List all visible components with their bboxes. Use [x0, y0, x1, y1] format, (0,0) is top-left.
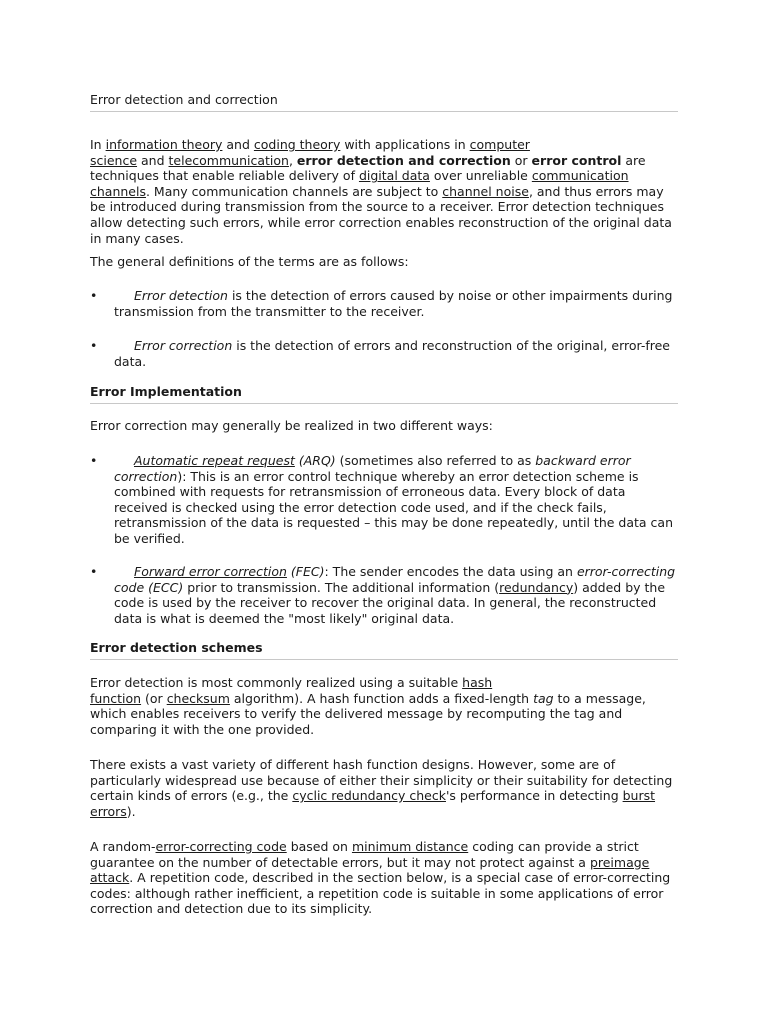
text: prior to transmission. The additional information ( [183, 579, 500, 595]
text: coding can provide a strict guarantee on the number of detectable errors, but it may not protect against a [90, 839, 639, 870]
text: based on [286, 839, 352, 854]
text: In [90, 137, 106, 152]
link-information-theory[interactable]: information theory [105, 137, 223, 152]
link-telecommunication[interactable]: telecommunication [168, 152, 289, 168]
link-communication-channels[interactable]: communication [531, 168, 629, 184]
link-error-correcting-code[interactable]: error-correcting code [155, 839, 287, 854]
list-item [90, 338, 680, 369]
implementation-intro: Error correction may generally be realized in two different ways: [90, 418, 493, 433]
link-checksum[interactable]: checksum [166, 690, 230, 706]
link-forward-error-correction[interactable]: Forward error correction [134, 564, 287, 579]
text: or [510, 152, 532, 168]
text: ). [126, 803, 136, 819]
term: Error detection [134, 288, 228, 303]
abbr: (FEC) [286, 564, 325, 579]
text: algorithm). A hash function adds a fixed-length [229, 690, 534, 706]
intro-paragraph [90, 137, 680, 246]
link-channel-noise[interactable]: channel noise [442, 183, 529, 199]
text: , [288, 152, 297, 168]
schemes-paragraph-1 [90, 675, 680, 737]
link-redundancy[interactable]: redundancy [499, 579, 574, 595]
bold-term: error detection and correction [296, 152, 511, 168]
schemes-paragraph-2 [90, 757, 680, 819]
text: , and thus errors may be introduced during transmission from the source to a receiver. Error detection techniques allow detecting such errors, while error correction enables reconstruction of the original data in many cases. [90, 183, 672, 246]
text: (or [141, 690, 167, 706]
text: There exists a vast variety of different hash function designs. However, some are of particularly widespread use because of either their simplicity or their suitability for detecting certain kinds of errors (e.g., the [90, 757, 673, 804]
link-minimum-distance[interactable]: minimum distance [351, 839, 469, 854]
link-burst-errors-2[interactable]: errors [90, 803, 127, 819]
text: ): This is an error control technique whereby an error detection scheme is combined with requests for retransmission of erroneous data. Every block of data received is checked using the error detection code used, and if the check fails, retransmission of the data is requested – this may be done repeatedly, until the data can be verified. [114, 468, 673, 546]
link-coding-theory[interactable]: coding theory [253, 137, 341, 152]
link-preimage-attack[interactable]: preimage [589, 854, 650, 870]
text: (sometimes also referred to as [335, 453, 536, 468]
text: and [137, 152, 169, 168]
text: 's performance in detecting [445, 788, 623, 804]
text: ) added by the code is used by the receiver to recover the original data. In general, the reconstructed data is what is deemed the "most likely" original data. [114, 579, 666, 626]
text: over unreliable [429, 168, 532, 184]
bullet-icon: • [90, 338, 98, 353]
link-hash-function-2[interactable]: function [90, 690, 142, 706]
definition-text: is the detection of errors caused by noise or other impairments during transmission from the transmitter to the receiver. [114, 288, 673, 319]
link-automatic-repeat-request[interactable]: Automatic repeat request [134, 453, 295, 468]
text: A random- [90, 839, 156, 854]
link-hash-function[interactable]: hash [462, 675, 493, 690]
list-item [90, 453, 680, 547]
text: with applications in [340, 137, 470, 152]
text: : The sender encodes the data using an [324, 564, 577, 579]
list-item [90, 564, 680, 626]
bold-term: error control [531, 152, 622, 168]
term: tag [533, 690, 554, 706]
text: to a message, which enables receivers to verify the delivered message by recomputing the tag and comparing it with the one provided. [90, 690, 646, 737]
link-computer-science[interactable]: computer [469, 137, 530, 152]
definitions-intro: The general definitions of the terms are as follows: [90, 254, 409, 269]
definition-text: is the detection of errors and reconstruction of the original, error-free data. [114, 338, 670, 369]
text: are techniques that enable reliable delivery of [90, 152, 646, 184]
text: and [222, 137, 254, 152]
text: Error detection is most commonly realized using a suitable [90, 675, 463, 690]
section-heading-schemes: Error detection schemes [90, 640, 678, 660]
term: Error correction [134, 338, 233, 353]
abbr: (ARQ) [294, 453, 336, 468]
link-cyclic-redundancy-check[interactable]: cyclic redundancy check [292, 788, 446, 804]
text: . A repetition code, described in the section below, is a special case of error-correcting codes: although rather inefficient, a repetition code is suitable in some applications of error correction and detection due to its simplicity. [90, 870, 671, 917]
list-item [90, 288, 680, 319]
text: . Many communication channels are subject to [145, 183, 443, 199]
bullet-icon: • [90, 453, 98, 468]
section-heading-implementation: Error Implementation [90, 384, 678, 404]
alt-term: backward error correction [114, 453, 631, 484]
bullet-icon: • [90, 564, 98, 579]
link-burst-errors[interactable]: burst [622, 788, 656, 804]
link-digital-data[interactable]: digital data [358, 168, 430, 184]
link-communication-channels-2[interactable]: channels [90, 183, 146, 199]
bullet-icon: • [90, 288, 98, 303]
term: error-correcting code (ECC) [114, 564, 676, 595]
schemes-paragraph-3 [90, 839, 680, 917]
link-preimage-attack-2[interactable]: attack [90, 870, 130, 886]
page-title: Error detection and correction [90, 92, 678, 112]
link-computer-science-2[interactable]: science [90, 152, 138, 168]
